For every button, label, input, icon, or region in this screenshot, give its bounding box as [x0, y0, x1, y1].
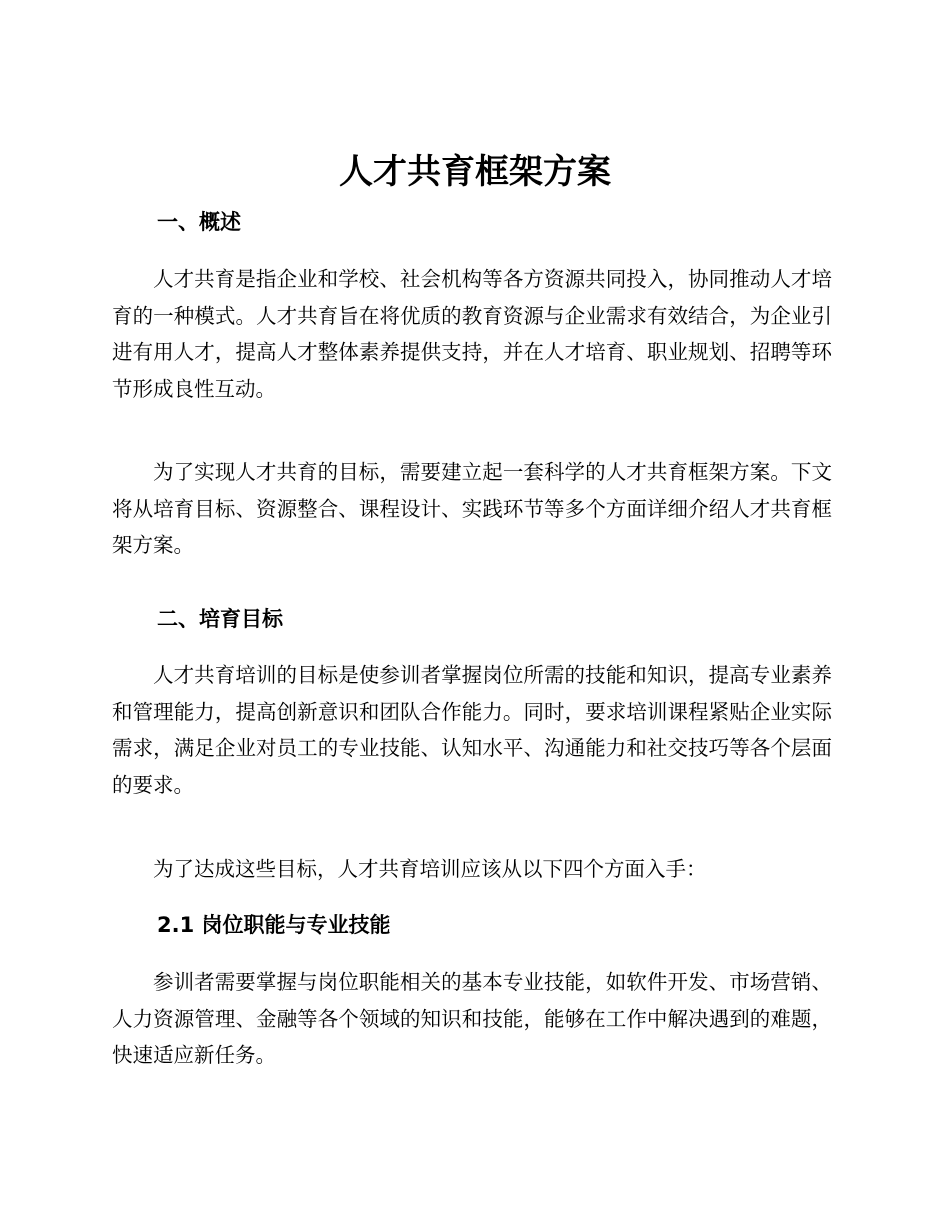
- subsection-heading-job-skills: 2.1 岗位职能与专业技能: [157, 913, 391, 937]
- paragraph: 为了达成这些目标，人才共育培训应该从以下四个方面入手：: [153, 857, 707, 881]
- paragraph: 人才共育培训的目标是使参训者掌握岗位所需的技能和知识，提高专业素养和管理能力，提高创新意识和团队合作能力。同时，要求培训课程紧贴企业实际需求，满足企业对员工的专业技能、认知水平、沟通能力和社交技巧等各个层面的要求。: [112, 663, 832, 797]
- paragraph: 参训者需要掌握与岗位职能相关的基本专业技能，如软件开发、市场营销、人力资源管理、金融等各个领域的知识和技能，能够在工作中解决遇到的难题，快速适应新任务。: [112, 970, 832, 1068]
- section-heading-overview: 一、概述: [157, 210, 241, 234]
- paragraph: 为了实现人才共育的目标，需要建立起一套科学的人才共育框架方案。下文将从培育目标、资源整合、课程设计、实践环节等多个方面详细介绍人才共育框架方案。: [112, 460, 832, 558]
- document-title: 人才共育框架方案: [339, 152, 611, 192]
- paragraph: 人才共育是指企业和学校、社会机构等各方资源共同投入，协同推动人才培育的一种模式。人才共育旨在将优质的教育资源与企业需求有效结合，为企业引进有用人才，提高人才整体素养提供支持，并在人才培育、职业规划、招聘等环节形成良性互动。: [112, 267, 832, 401]
- section-heading-goals: 二、培育目标: [157, 607, 283, 631]
